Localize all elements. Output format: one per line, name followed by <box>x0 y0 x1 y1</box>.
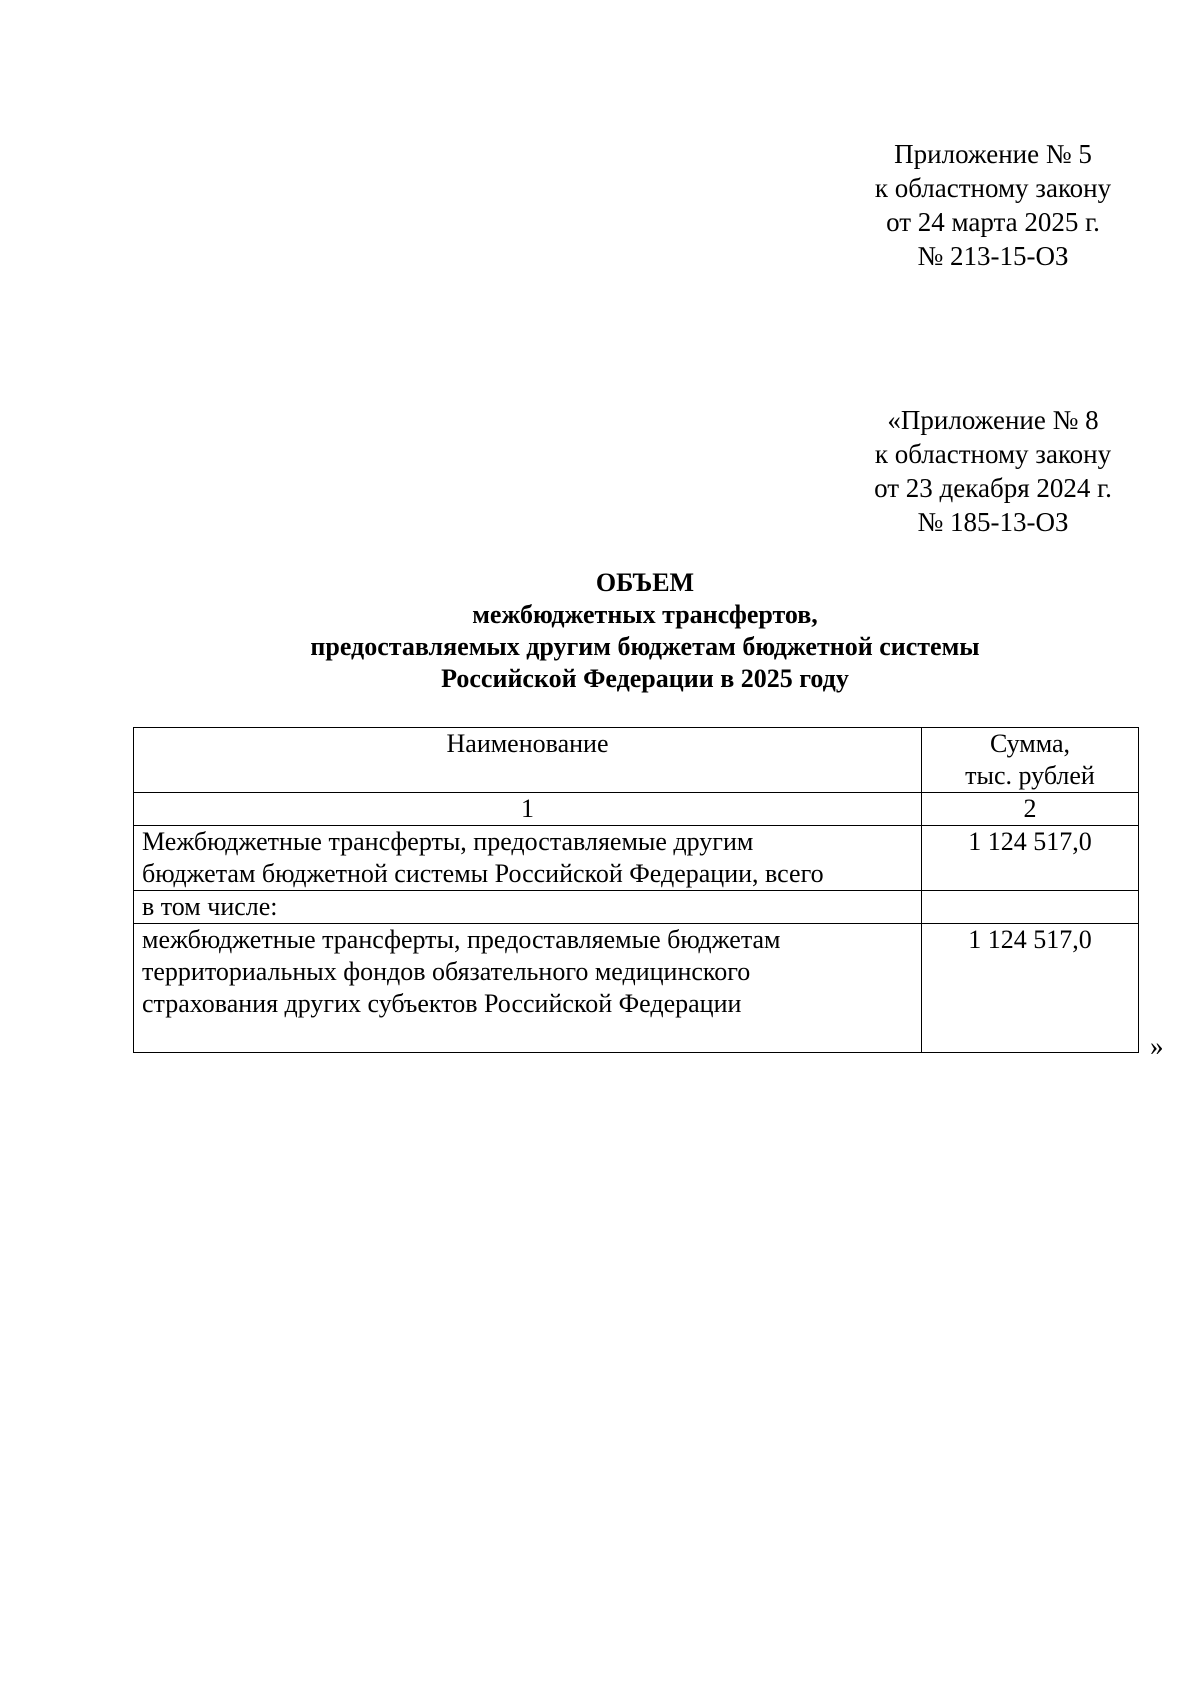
row-name-cell <box>134 891 922 924</box>
header-name-cell <box>134 728 922 793</box>
row-name-cell <box>134 924 922 1053</box>
title-line-1: ОБЪЕМ <box>595 568 695 597</box>
column-number-2: 2 <box>922 793 1139 826</box>
amended-law-reference: к областному закону <box>874 439 1112 469</box>
title-line-4: Российской Федерации в 2025 году <box>441 664 849 693</box>
document-title <box>135 567 1155 695</box>
header-name: Наименование <box>446 729 609 758</box>
row-amount <box>922 891 1139 924</box>
table-header-row <box>134 728 1139 793</box>
row-name-line: межбюджетные трансферты, предоставляемые бюджетам <box>142 925 781 954</box>
table-row <box>134 826 1139 891</box>
attachment-header-amended <box>858 403 1128 539</box>
row-name-line: Межбюджетные трансферты, предоставляемые другим <box>142 827 754 856</box>
table-row <box>134 891 1139 924</box>
row-name-line: страхования других субъектов Российской Федерации <box>142 989 742 1018</box>
row-name-line: бюджетам бюджетной системы Российской Федерации, всего <box>142 859 824 888</box>
attachment-law-number: № 213-15-ОЗ <box>917 241 1069 271</box>
amended-law-number: № 185-13-ОЗ <box>917 507 1069 537</box>
attachment-date: от 24 марта 2025 г. <box>886 207 1100 237</box>
attachment-header-current <box>858 137 1128 273</box>
row-name-line: в том числе: <box>142 892 278 921</box>
header-sum-line-2: тыс. рублей <box>965 761 1095 790</box>
table-row <box>134 924 1139 1053</box>
header-sum-line-1: Сумма, <box>989 729 1071 758</box>
title-line-3: предоставляемых другим бюджетам бюджетной системы <box>310 632 980 661</box>
row-amount: 1 124 517,0 <box>922 924 1139 1053</box>
row-name-line: территориальных фондов обязательного медицинского <box>142 957 751 986</box>
closing-quote: » <box>1150 1031 1164 1061</box>
row-name-cell <box>134 826 922 891</box>
amended-attachment-number: «Приложение № 8 <box>887 405 1099 435</box>
attachment-law-reference: к областному закону <box>874 173 1112 203</box>
row-amount: 1 124 517,0 <box>922 826 1139 891</box>
column-number-row <box>134 793 1139 826</box>
attachment-number: Приложение № 5 <box>894 139 1092 169</box>
transfers-table <box>133 727 1139 1053</box>
column-number-1: 1 <box>134 793 922 826</box>
header-sum-cell <box>922 728 1139 793</box>
title-line-2: межбюджетных трансфертов, <box>472 600 818 629</box>
amended-date: от 23 декабря 2024 г. <box>874 473 1112 503</box>
